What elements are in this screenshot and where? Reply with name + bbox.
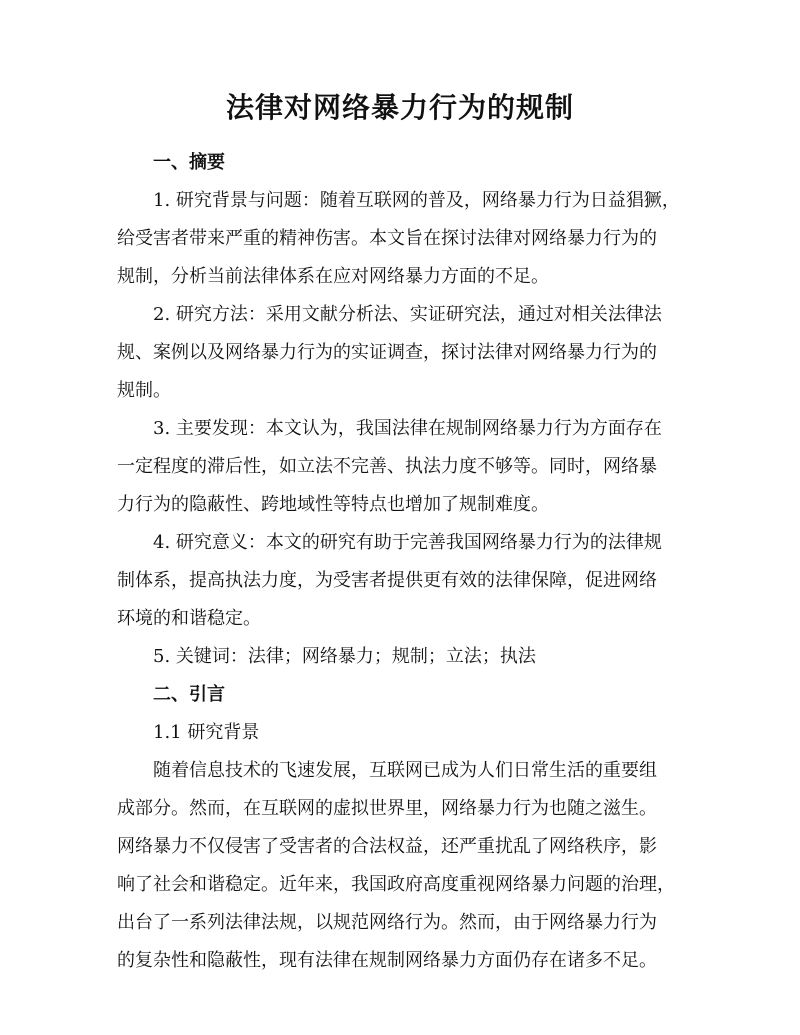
paragraph-line: 4. 研究意义：本文的研究有助于完善我国网络暴力行为的法律规 <box>153 532 662 553</box>
paragraph-line: 网络暴力不仅侵害了受害者的合法权益，还严重扰乱了网络秩序，影 <box>117 836 657 857</box>
paragraph-line: 响了社会和谐稳定。近年来，我国政府高度重视网络暴力问题的治理， <box>117 874 675 895</box>
paragraph-background-body <box>117 752 697 980</box>
section-heading-abstract: 一、摘要 <box>153 152 225 173</box>
paragraph-line: 力行为的隐蔽性、跨地域性等特点也增加了规制难度。 <box>117 494 549 515</box>
paragraph-research-method <box>117 296 697 410</box>
paragraph-line: 的复杂性和隐蔽性，现有法律在规制网络暴力方面仍存在诸多不足。 <box>117 950 657 971</box>
paragraph-line: 出台了一系列法律法规，以规范网络行为。然而，由于网络暴力行为 <box>117 912 657 933</box>
paragraph-research-significance <box>117 524 697 638</box>
paragraph-line: 制体系，提高执法力度，为受害者提供更有效的法律保障，促进网络 <box>117 570 657 591</box>
paragraph-line: 1. 研究背景与问题：随着互联网的普及，网络暴力行为日益猖獗， <box>153 190 680 211</box>
paragraph-line: 3. 主要发现：本文认为，我国法律在规制网络暴力行为方面存在 <box>153 418 662 439</box>
document-body <box>117 144 697 980</box>
paragraph-line: 成部分。然而，在互联网的虚拟世界里，网络暴力行为也随之滋生。 <box>117 798 657 819</box>
paragraph-research-background <box>117 182 697 296</box>
subsection-heading-background: 1.1 研究背景 <box>153 722 260 743</box>
document-title: 法律对网络暴力行为的规制 <box>225 91 574 124</box>
paragraph-line: 随着信息技术的飞速发展，互联网已成为人们日常生活的重要组 <box>153 760 657 781</box>
paragraph-line: 规、案例以及网络暴力行为的实证调查，探讨法律对网络暴力行为的 <box>117 342 657 363</box>
section-heading-introduction: 二、引言 <box>153 684 225 705</box>
paragraph-line: 环境的和谐稳定。 <box>117 608 261 629</box>
paragraph-main-findings <box>117 410 697 524</box>
paragraph-line: 规制。 <box>117 380 171 401</box>
paragraph-line: 给受害者带来严重的精神伤害。本文旨在探讨法律对网络暴力行为的 <box>117 228 657 249</box>
paragraph-line: 2. 研究方法：采用文献分析法、实证研究法，通过对相关法律法 <box>153 304 662 325</box>
paragraph-keywords: 5. 关键词：法律；网络暴力；规制；立法；执法 <box>153 646 536 667</box>
paragraph-line: 一定程度的滞后性，如立法不完善、执法力度不够等。同时，网络暴 <box>117 456 657 477</box>
paragraph-line: 规制，分析当前法律体系在应对网络暴力方面的不足。 <box>117 266 549 287</box>
